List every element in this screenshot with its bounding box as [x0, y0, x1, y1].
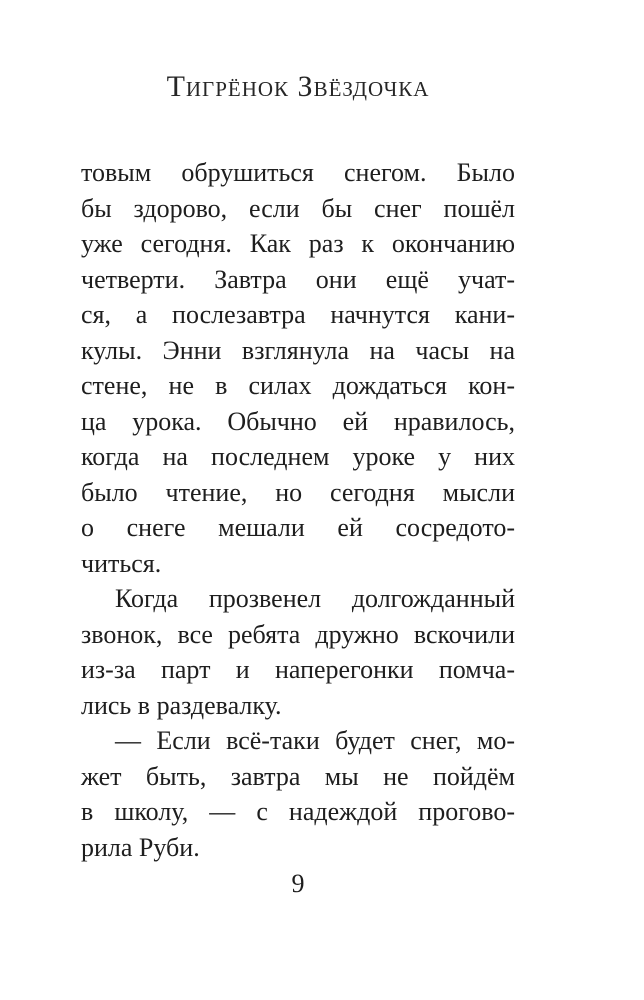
text-line: кулы. Энни взглянула на часы на	[81, 335, 515, 365]
text-line: о снеге мешали ей сосредото-	[81, 513, 515, 542]
body-text	[81, 155, 515, 865]
text-line: жет быть, завтра мы не пойдём	[81, 761, 515, 791]
page-number: 9	[291, 869, 305, 898]
text-line: стене, не в силах дождаться кон-	[81, 371, 515, 400]
text-line: читься.	[81, 548, 162, 578]
text-line: Когда прозвенел долгожданный	[115, 584, 515, 613]
text-line: лись в раздевалку.	[81, 690, 282, 720]
text-line: бы здорово, если бы снег пошёл	[81, 193, 515, 223]
text-line: уже сегодня. Как раз к окончанию	[81, 229, 515, 258]
text-line: — Если всё-таки будет снег, мо-	[115, 726, 515, 755]
text-line: товым обрушиться снегом. Было	[81, 158, 515, 187]
text-line: когда на последнем уроке у них	[81, 442, 515, 471]
text-line: из-за парт и наперегонки помча-	[81, 655, 515, 684]
running-header: Тигрёнок Звёздочка	[166, 70, 430, 103]
text-line: ца урока. Обычно ей нравилось,	[81, 406, 515, 436]
text-line: звонок, все ребята дружно вскочили	[81, 619, 515, 649]
text-line: ся, а послезавтра начнутся кани-	[81, 300, 515, 329]
text-line: в школу, — с надеждой прогово-	[81, 797, 515, 826]
text-line: четверти. Завтра они ещё учат-	[81, 264, 515, 294]
text-line: было чтение, но сегодня мысли	[81, 477, 515, 507]
text-line: рила Руби.	[81, 832, 200, 862]
